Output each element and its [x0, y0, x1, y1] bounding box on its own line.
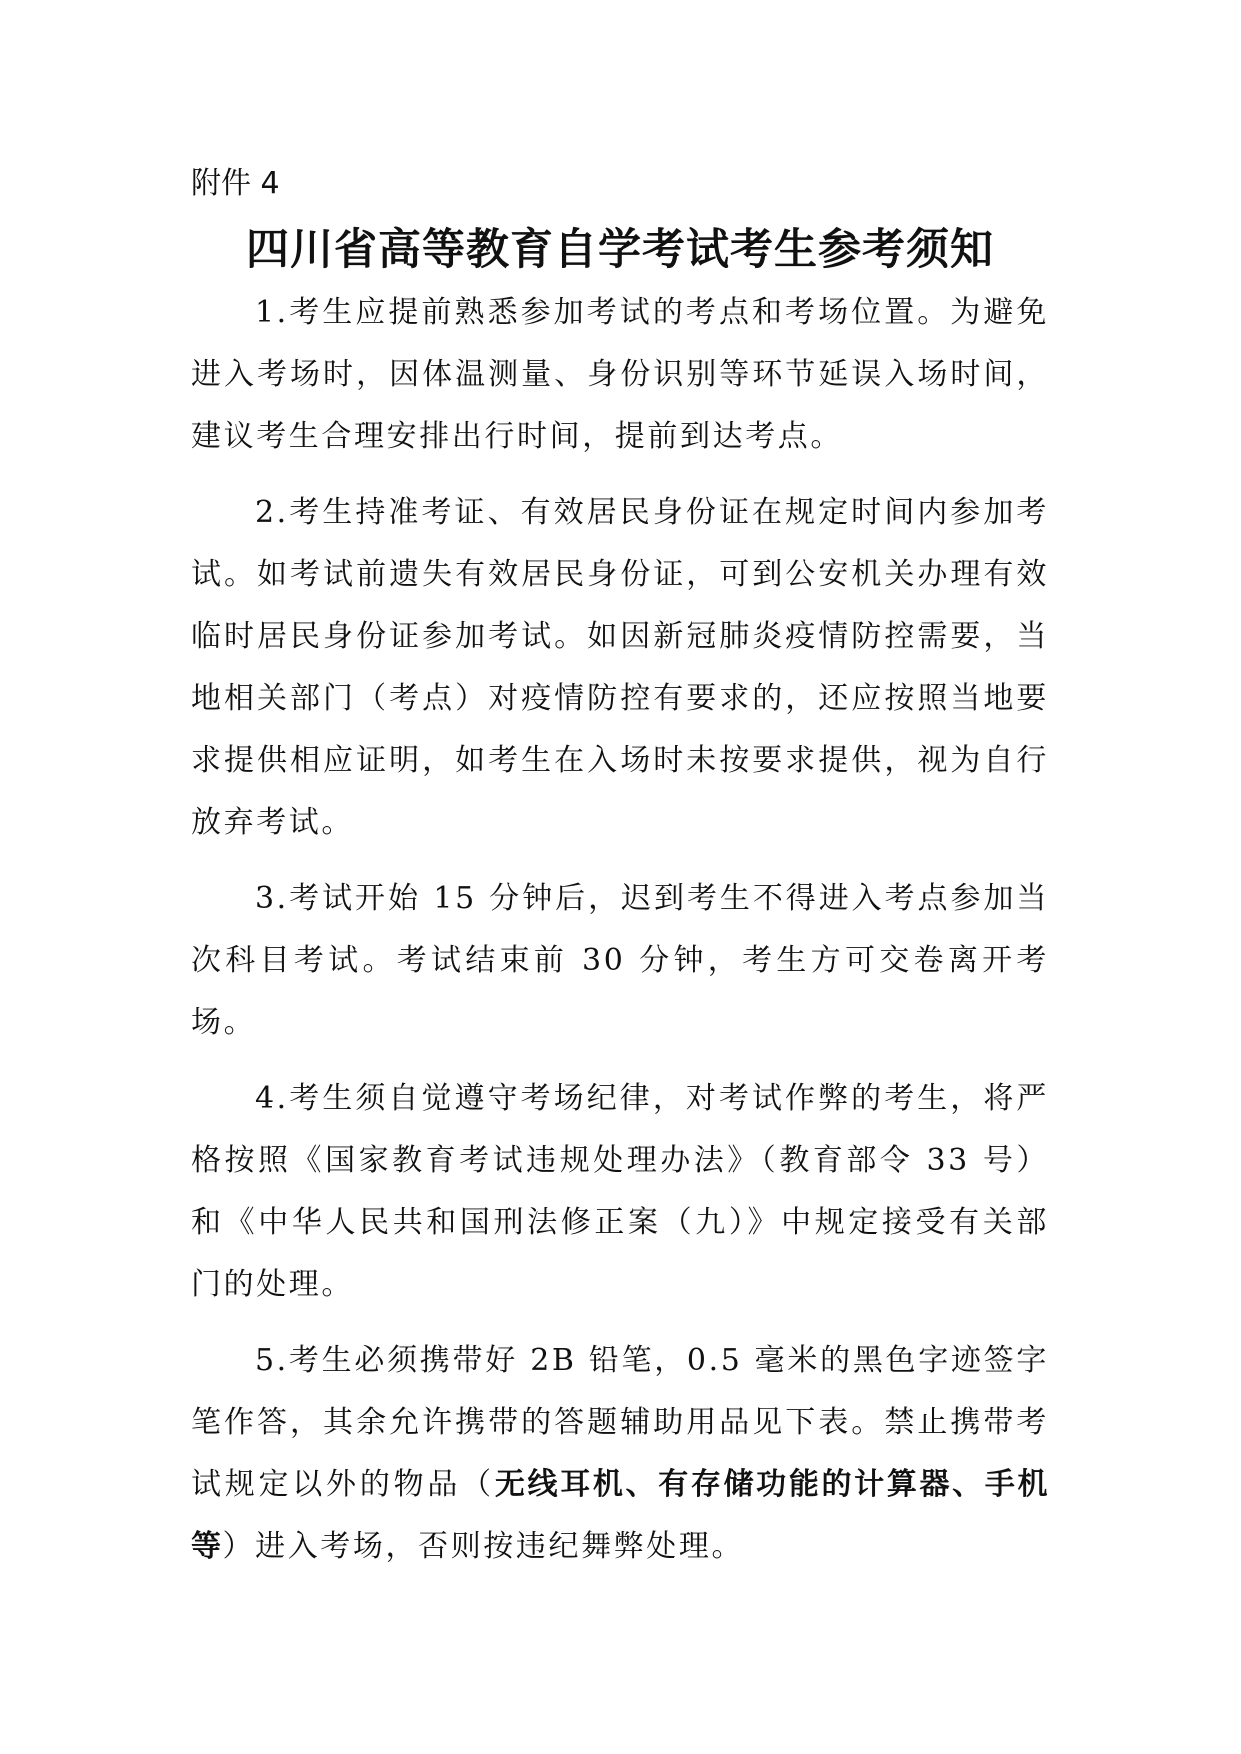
paragraph-2: 2.考生持准考证、有效居民身份证在规定时间内参加考试。如考试前遗失有效居民身份证，可到公安机关办理有效临时居民身份证参加考试。如因新冠肺炎疫情防控需要，当地相关部门（考点）对疫情防控有要求的，还应按照当地要求提供相应证明，如考生在入场时未按要求提供，视为自行放弃考试。	[191, 495, 1049, 840]
document-body	[191, 282, 1049, 1578]
paragraph-5-part-1: 5.考生必须携带好 2B 铅笔，0.5 毫米的黑色字迹签字笔作答，其余允许携带的答题辅助用品见下表。禁止携带考试规定以外的物品（	[191, 1343, 1049, 1502]
paragraph-5	[191, 1330, 1049, 1578]
paragraph-5-part-2: ）进入考场，否则按违纪舞弊处理。	[222, 1529, 745, 1564]
paragraph-5-emphasis: 无线耳机、有存储功能的计算器、手机等	[191, 1467, 1049, 1564]
document-title: 四川省高等教育自学考试考生参考须知	[246, 225, 994, 275]
paragraph-1: 1.考生应提前熟悉参加考试的考点和考场位置。为避免进入考场时，因体温测量、身份识别等环节延误入场时间，建议考生合理安排出行时间，提前到达考点。	[191, 295, 1049, 454]
attachment-label: 附件 4	[191, 166, 280, 201]
paragraph-4: 4.考生须自觉遵守考场纪律，对考试作弊的考生，将严格按照《国家教育考试违规处理办法》（教育部令 33 号）和《中华人民共和国刑法修正案（九）》中规定接受有关部门的处理。	[191, 1081, 1049, 1302]
paragraph-3: 3.考试开始 15 分钟后，迟到考生不得进入考点参加当次科目考试。考试结束前 30 分钟，考生方可交卷离开考场。	[191, 881, 1049, 1040]
